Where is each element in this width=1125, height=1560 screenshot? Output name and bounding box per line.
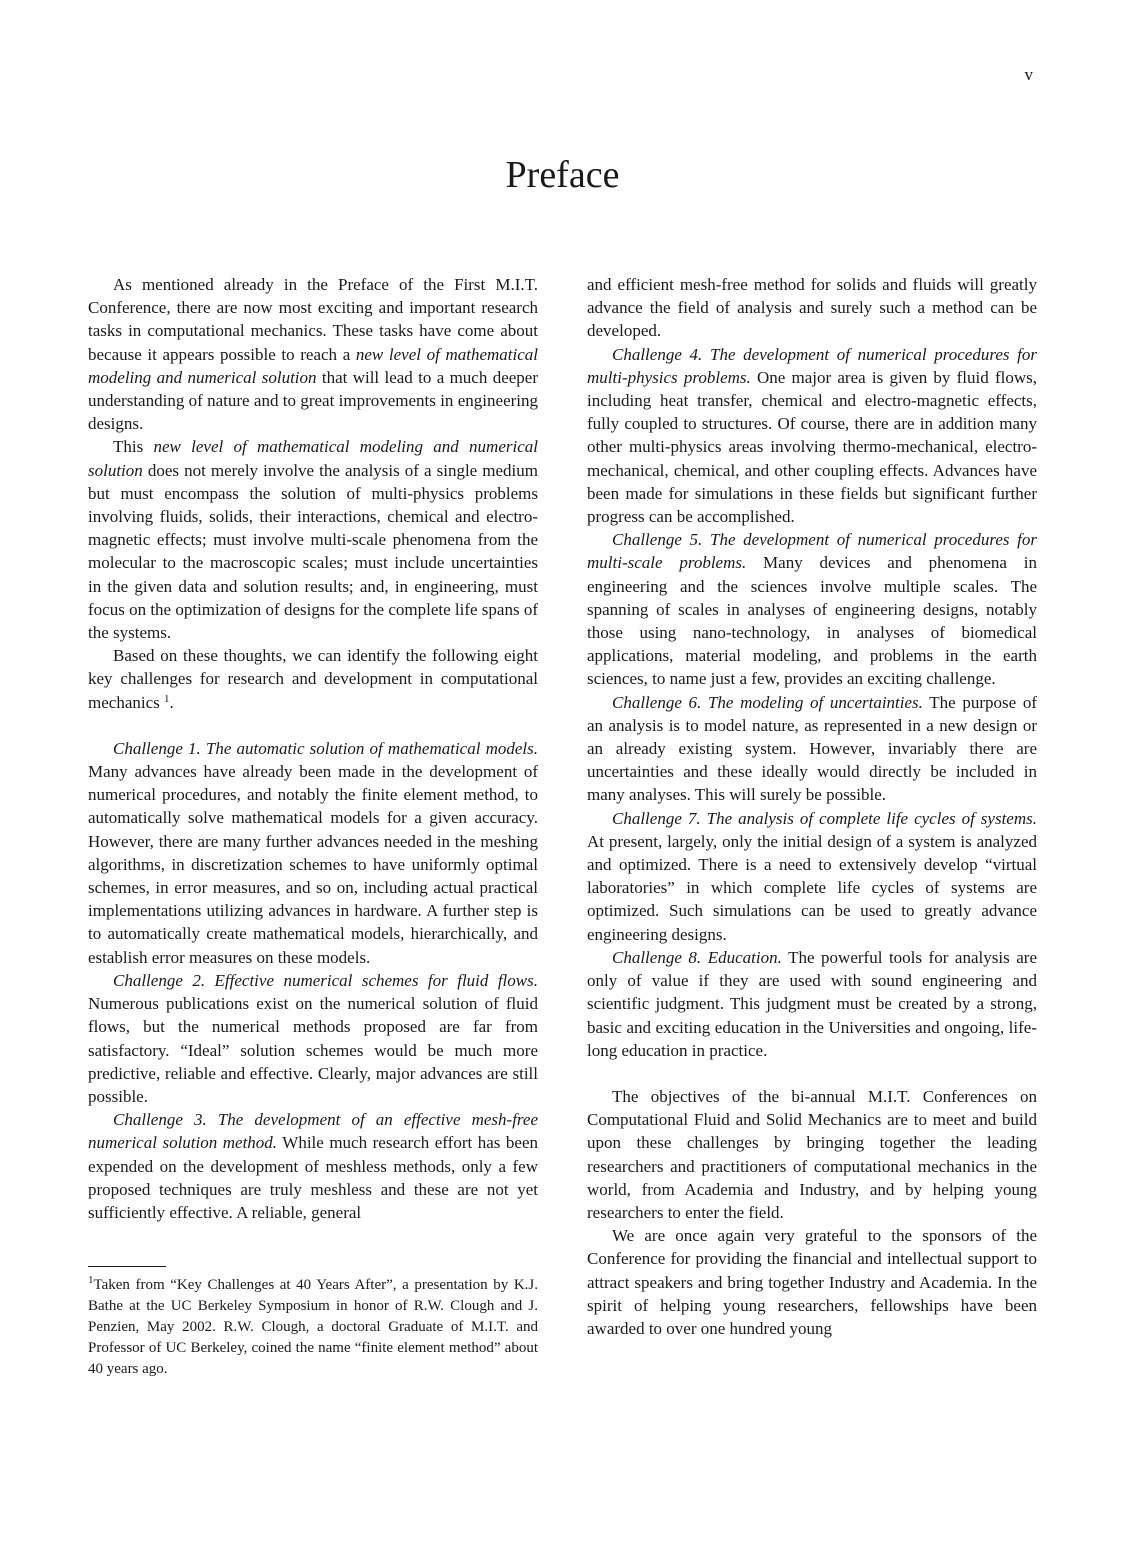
challenge-heading: Challenge 6. The modeling of uncertainties.: [612, 692, 923, 712]
challenge-8: [587, 946, 1037, 1062]
paragraph-text: that will lead to a much deeper understanding of nature and to great improvements in engineering designs.: [88, 367, 538, 434]
emphasis-text: new level of mathematical modeling and numerical solution: [88, 437, 538, 480]
challenge-text: The powerful tools for analysis are only of value if they are used with sound engineering and scientific judgment. This judgment must be created by a strong, basic and exciting education in the Universities and ongoing, life-long education in practice.: [587, 947, 1037, 1060]
challenge-heading: Challenge 8. Education.: [612, 947, 782, 967]
paragraph-new-level: [88, 435, 538, 644]
paragraph-text: does not merely involve the analysis of a single medium but must encompass the solution of multi-physics problems involving fluids, solids, their interactions, chemical and electro-magnetic effects; must involve multi-scale phenomena from the molecular to the macroscopic scales; must include uncertainties in the given data and solution results; and, in engineering, must focus on the optimization of designs for the complete life spans of the systems.: [88, 460, 538, 643]
paragraph-gratitude: We are once again very grateful to the sponsors of the Conference for providing the financial and intellectual support to attract speakers and bring together Industry and Academia. In the spirit of helping young researchers, fellowships have been awarded to over one hundred young: [587, 1226, 1037, 1338]
challenge-5: [587, 528, 1037, 690]
paragraph-intro: [88, 273, 538, 435]
challenge-text: Many devices and phenomena in engineering and the sciences involve multiple scales. The spanning of scales in analyses of engineering designs, notably those using nano-technology, in analyses of biomedical applications, material modeling, and problems in the earth sciences, to name just a few, provides an exciting challenge.: [587, 553, 1037, 689]
challenge-1: [88, 737, 538, 969]
footnote-text: [88, 1275, 538, 1380]
paragraph-objectives: The objectives of the bi-annual M.I.T. Conferences on Computational Fluid and Solid Mechanics are to meet and build upon these challenges by bringing together the leading researchers and practitioners of computational mechanics in the world, from Academia and Industry, and by helping young researchers to enter the field.: [587, 1086, 1037, 1222]
challenge-3: [88, 1108, 538, 1224]
paragraph-text: .: [169, 692, 174, 712]
challenge-text: Many advances have already been made in the development of numerical procedures, and notably the finite element method, to automatically solve mathematical models for a given accuracy. However, there are many further advances needed in the meshing algorithms, in discretization schemes to have uniformly optimal schemes, in error measures, and so on, including actual practical implementations utilizing advances in hardware. A further step is to automatically create mathematical models, hierarchically, and establish error measures on these models.: [88, 762, 538, 967]
paragraph-key-challenges: [88, 644, 538, 714]
challenge-6: [587, 691, 1037, 807]
page-number: v: [1024, 65, 1033, 84]
page-title: Preface: [505, 154, 620, 196]
challenge-text: Numerous publications exist on the numerical solution of fluid flows, but the numerical methods proposed are far from satisfactory. “Ideal” solution schemes would be much more predictive, reliable and effective. Clearly, major advances are still possible.: [88, 994, 538, 1106]
footnote-divider: [88, 1266, 166, 1267]
challenge-2: [88, 969, 538, 1108]
footnote-body: Taken from “Key Challenges at 40 Years After”, a presentation by K.J. Bathe at the UC Berkeley Symposium in honor of R.W. Clough and J. Penzien, May 2002. R.W. Clough, a doctoral Graduate of M.I.T. and Professor of UC Berkeley, coined the name “finite element method” about 40 years ago.: [88, 1277, 538, 1377]
challenge-text: At present, largely, only the initial design of a system is analyzed and optimized. There is a need to extensively develop “virtual laboratories” in which complete life cycles of systems are optimized. Such simulations can be used to greatly advance engineering designs.: [587, 831, 1037, 944]
challenge-heading: Challenge 7. The analysis of complete life cycles of systems.: [612, 808, 1037, 828]
paragraph-text: As mentioned already in the Preface of the First M.I.T. Conference, there are now most exciting and important research tasks in computational mechanics. These tasks have come about because it appears possible to reach a: [88, 275, 538, 364]
paragraph-text: Based on these thoughts, we can identify the following eight key challenges for research and development in computational mechanics: [88, 646, 538, 712]
challenge-heading: Challenge 2. Effective numerical schemes for fluid flows.: [113, 970, 538, 990]
emphasis-text: new level of mathematical modeling and numerical solution: [88, 344, 538, 387]
paragraph-text: This: [113, 437, 154, 457]
challenge-text: The purpose of an analysis is to model nature, as represented in a new design or an already existing system. However, invariably there are uncertainties and these ideally would directly be included in many analyses. This will surely be possible.: [587, 692, 1037, 805]
challenge-7: [587, 807, 1037, 946]
challenge-3-continuation: and efficient mesh-free method for solids and fluids will greatly advance the field of analysis and surely such a method can be developed.: [587, 275, 1037, 341]
challenge-heading: Challenge 3. The development of an effective mesh-free numerical solution method.: [88, 1110, 538, 1153]
challenge-text: While much research effort has been expended on the development of meshless methods, only a few proposed techniques are truly meshless and these are not yet sufficiently effective. A reliable, general: [88, 1133, 538, 1222]
challenge-heading: Challenge 4. The development of numerical procedures for multi-physics problems.: [587, 344, 1037, 387]
challenge-4: [587, 343, 1037, 529]
left-column: [88, 273, 538, 1224]
footnote-reference[interactable]: 1: [164, 692, 170, 705]
right-column: [587, 273, 1037, 1340]
challenge-heading: Challenge 1. The automatic solution of mathematical models.: [113, 738, 538, 758]
footnote: [88, 1266, 538, 1380]
footnote-mark: 1: [88, 1274, 94, 1286]
challenge-text: One major area is given by fluid flows, including heat transfer, chemical and electro-magnetic effects, fully coupled to structures. Of course, there are in addition many other multi-physics areas involving thermo-mechanical, electro-mechanical, chemical, and other coupling effects. Advances have been made for simulations in these fields but significant further progress can be accomplished.: [587, 367, 1037, 527]
challenge-heading: Challenge 5. The development of numerical procedures for multi-scale problems.: [587, 530, 1037, 573]
